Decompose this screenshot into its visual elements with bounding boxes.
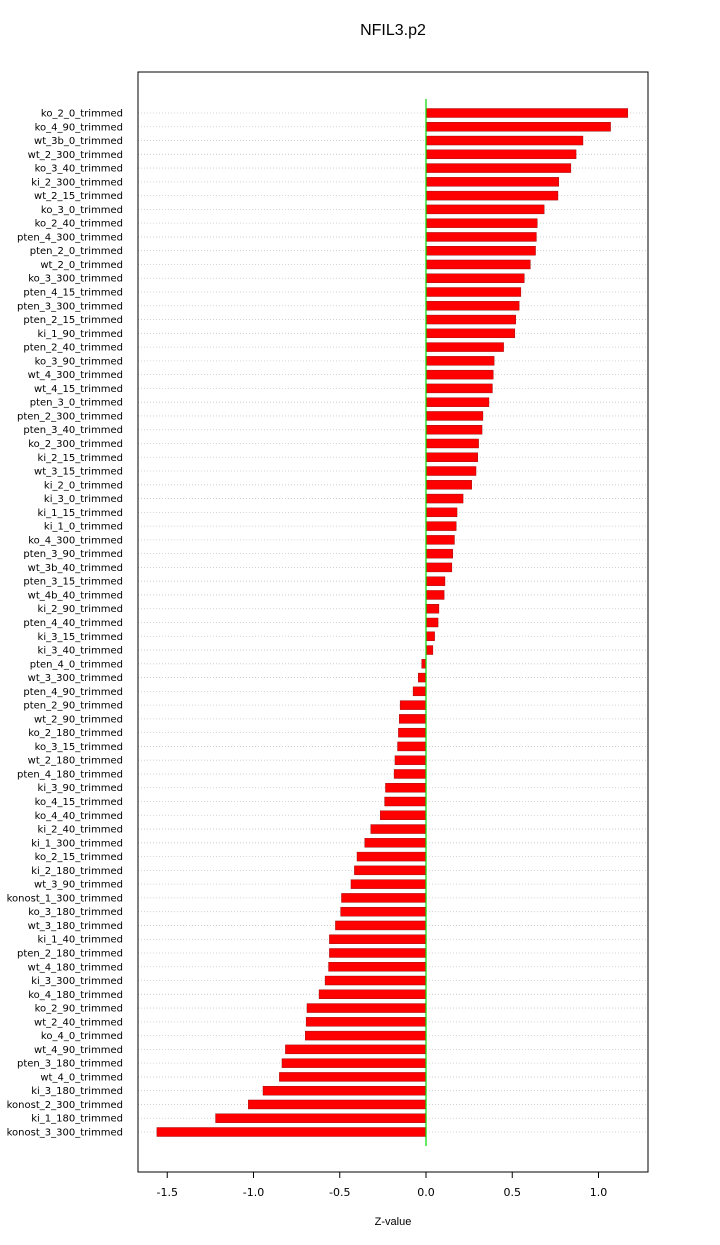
category-label: wt_3_90_trimmed (34, 879, 123, 891)
category-label: ko_3_0_trimmed (40, 204, 123, 216)
category-label: ko_3_15_trimmed (34, 741, 123, 753)
bar-ki_3_90_trimmed (385, 783, 426, 792)
category-label: wt_4b_40_trimmed (27, 590, 123, 602)
bar-ki_2_180_trimmed (354, 866, 426, 875)
category-label: ki_2_300_trimmed (31, 177, 123, 189)
bar-ki_2_40_trimmed (371, 825, 426, 834)
x-tick-label: -1.5 (156, 1186, 178, 1199)
category-label: ko_4_0_trimmed (40, 1031, 123, 1043)
category-label: pten_3_40_trimmed (23, 425, 123, 437)
category-label: ki_2_40_trimmed (37, 824, 123, 836)
bar-wt_2_180_trimmed (395, 756, 426, 765)
category-label: ki_2_0_trimmed (43, 480, 123, 492)
bar-wt_2_40_trimmed (306, 1017, 426, 1026)
x-tick-label: -1.0 (242, 1186, 265, 1199)
category-label: pten_4_180_trimmed (16, 769, 123, 781)
bar-ko_4_40_trimmed (380, 811, 426, 820)
bar-pten_2_300_trimmed (426, 411, 483, 420)
bar-ki_2_90_trimmed (426, 604, 439, 613)
bar-ko_4_90_trimmed (426, 122, 611, 131)
category-label: ko_4_300_trimmed (28, 535, 123, 547)
category-label: pten_3_90_trimmed (23, 549, 123, 561)
category-label: wt_2_0_trimmed (40, 259, 123, 271)
category-label: ko_3_180_trimmed (28, 907, 123, 919)
bar-ko_2_90_trimmed (307, 1004, 426, 1013)
category-label: wt_4_180_trimmed (27, 962, 123, 974)
bar-wt_4_0_trimmed (279, 1072, 426, 1081)
category-label: pten_4_0_trimmed (29, 659, 123, 671)
category-label: ko_3_300_trimmed (28, 273, 123, 285)
bar-pten_4_180_trimmed (394, 769, 426, 778)
bar-pten_2_40_trimmed (426, 343, 504, 352)
category-label: ki_1_40_trimmed (37, 934, 123, 946)
category-label: wt_2_300_trimmed (27, 149, 123, 161)
bar-wt_3_90_trimmed (351, 880, 426, 889)
category-label: pten_4_90_trimmed (23, 686, 123, 698)
bar-ki_1_0_trimmed (426, 522, 456, 531)
category-label: ko_3_40_trimmed (34, 163, 123, 175)
bar-pten_2_90_trimmed (400, 701, 426, 710)
category-label: pten_4_15_trimmed (23, 287, 123, 299)
bar-wt_2_300_trimmed (426, 150, 576, 159)
category-label: ko_2_40_trimmed (34, 218, 123, 230)
bar-ko_2_180_trimmed (398, 728, 426, 737)
category-label: ki_3_90_trimmed (37, 783, 123, 795)
bar-ko_3_40_trimmed (426, 164, 571, 173)
bar-ko_3_15_trimmed (398, 742, 426, 751)
bar-pten_2_15_trimmed (426, 315, 516, 324)
bar-ko_3_0_trimmed (426, 205, 544, 214)
category-label: ki_2_15_trimmed (37, 452, 123, 464)
chart-title: NFIL3.p2 (360, 22, 426, 39)
x-tick-label: 0.5 (503, 1186, 521, 1199)
bar-pten_2_0_trimmed (426, 246, 536, 255)
category-label: pten_2_40_trimmed (23, 342, 123, 354)
category-label: ko_2_180_trimmed (28, 728, 123, 740)
category-label: ki_3_15_trimmed (37, 631, 123, 643)
category-label: ki_1_90_trimmed (37, 328, 123, 340)
category-label: ko_2_15_trimmed (34, 852, 123, 864)
bar-wt_4_15_trimmed (426, 384, 492, 393)
bar-ki_2_0_trimmed (426, 480, 472, 489)
bar-ki_3_0_trimmed (426, 494, 463, 503)
bar-pten_4_0_trimmed (422, 659, 426, 668)
bar-ki_3_40_trimmed (426, 646, 433, 655)
bar-ki_1_300_trimmed (365, 838, 426, 847)
bar-ki_1_180_trimmed (216, 1114, 426, 1123)
bar-ki_3_180_trimmed (263, 1086, 426, 1095)
bar-wt_4_90_trimmed (285, 1045, 426, 1054)
category-label: wt_3_180_trimmed (27, 920, 123, 932)
x-tick-label: -0.5 (329, 1186, 351, 1199)
bar-ki_3_15_trimmed (426, 632, 435, 641)
category-label: wt_4_0_trimmed (40, 1072, 123, 1084)
bar-pten_2_180_trimmed (329, 948, 426, 957)
bar-konost_3_300_trimmed (157, 1128, 426, 1137)
category-label: ko_4_15_trimmed (34, 797, 123, 809)
bar-ki_3_300_trimmed (325, 976, 426, 985)
bar-ki_2_15_trimmed (426, 453, 478, 462)
category-label: pten_2_0_trimmed (29, 246, 123, 258)
bar-pten_4_300_trimmed (426, 232, 536, 241)
category-label: wt_3_15_trimmed (34, 466, 123, 478)
bar-pten_3_90_trimmed (426, 549, 453, 558)
category-label: ki_2_90_trimmed (37, 604, 123, 616)
category-label: konost_2_300_trimmed (6, 1099, 123, 1111)
category-label: wt_2_40_trimmed (34, 1017, 123, 1029)
bar-wt_2_15_trimmed (426, 191, 558, 200)
category-label: ko_2_0_trimmed (40, 108, 123, 120)
category-label: wt_4_300_trimmed (27, 370, 123, 382)
category-label: wt_4_15_trimmed (34, 383, 123, 395)
bar-ko_3_90_trimmed (426, 356, 494, 365)
bar-ko_2_300_trimmed (426, 439, 479, 448)
bar-ki_1_40_trimmed (329, 935, 426, 944)
category-label: wt_2_15_trimmed (34, 191, 123, 203)
category-label: pten_2_180_trimmed (16, 948, 123, 960)
category-label: pten_2_300_trimmed (16, 411, 123, 423)
category-label: ki_3_0_trimmed (43, 494, 123, 506)
bar-pten_4_40_trimmed (426, 618, 438, 627)
category-label: ki_3_300_trimmed (31, 976, 123, 988)
bar-wt_3b_0_trimmed (426, 136, 583, 145)
category-label-layer (7, 109, 123, 1139)
bar-wt_3_180_trimmed (335, 921, 426, 930)
bar-ki_1_90_trimmed (426, 329, 515, 338)
bar-ko_3_300_trimmed (426, 274, 524, 283)
bar-ko_2_40_trimmed (426, 219, 537, 228)
bar-wt_3_300_trimmed (418, 673, 426, 682)
category-label: pten_3_15_trimmed (23, 576, 123, 588)
category-label: pten_2_15_trimmed (23, 315, 123, 327)
bar-wt_2_0_trimmed (426, 260, 530, 269)
category-label: konost_1_300_trimmed (6, 893, 123, 905)
bar-ko_4_15_trimmed (385, 797, 426, 806)
bar-pten_3_180_trimmed (282, 1059, 426, 1068)
bar-pten_3_300_trimmed (426, 301, 519, 310)
category-label: ki_1_300_trimmed (31, 838, 123, 850)
category-label: wt_2_90_trimmed (34, 714, 123, 726)
category-label: ko_3_90_trimmed (34, 356, 123, 368)
bar-pten_3_40_trimmed (426, 425, 482, 434)
category-label: ki_1_15_trimmed (37, 507, 123, 519)
category-label: ki_2_180_trimmed (31, 865, 123, 877)
category-label: ki_3_40_trimmed (37, 645, 123, 657)
bar-ko_2_15_trimmed (357, 852, 426, 861)
category-label: wt_3b_40_trimmed (27, 562, 123, 574)
category-label: pten_3_180_trimmed (16, 1058, 123, 1070)
bar-ki_2_300_trimmed (426, 177, 559, 186)
x-tick-label: 1.0 (589, 1186, 608, 1199)
bar-ko_4_300_trimmed (426, 535, 454, 544)
category-label: pten_2_90_trimmed (23, 700, 123, 712)
bar-wt_3b_40_trimmed (426, 563, 452, 572)
bar-konost_2_300_trimmed (248, 1100, 426, 1109)
category-label: wt_2_180_trimmed (27, 755, 123, 767)
x-tick-label: 0.0 (417, 1186, 435, 1199)
bar-konost_1_300_trimmed (341, 893, 426, 902)
category-label: konost_3_300_trimmed (6, 1127, 123, 1139)
bar-pten_4_90_trimmed (413, 687, 426, 696)
bar-ko_3_180_trimmed (341, 907, 426, 916)
category-label: ki_1_0_trimmed (43, 521, 123, 533)
bar-layer (157, 99, 628, 1146)
bar-ko_4_180_trimmed (319, 990, 426, 999)
bar-wt_2_90_trimmed (399, 714, 426, 723)
category-label: wt_4_90_trimmed (34, 1044, 123, 1056)
category-label: wt_3_300_trimmed (27, 673, 123, 685)
bar-ko_2_0_trimmed (426, 109, 628, 118)
bar-wt_4_300_trimmed (426, 370, 493, 379)
category-label: ko_4_40_trimmed (34, 810, 123, 822)
category-label: wt_3b_0_trimmed (34, 136, 123, 148)
category-label: pten_3_0_trimmed (29, 397, 123, 409)
category-label: ki_3_180_trimmed (31, 1086, 123, 1098)
bar-wt_3_15_trimmed (426, 467, 476, 476)
x-axis-label: Z-value (374, 1216, 412, 1228)
bar-pten_4_15_trimmed (426, 288, 521, 297)
bar-wt_4b_40_trimmed (426, 590, 444, 599)
bar-ki_1_15_trimmed (426, 508, 457, 517)
bar-pten_3_15_trimmed (426, 577, 445, 586)
category-label: ko_4_90_trimmed (34, 122, 123, 134)
category-label: pten_3_300_trimmed (16, 301, 123, 313)
category-label: pten_4_40_trimmed (23, 618, 123, 629)
bar-pten_3_0_trimmed (426, 398, 489, 407)
bar-ko_4_0_trimmed (305, 1031, 426, 1040)
category-label: ko_2_300_trimmed (28, 438, 123, 450)
category-label: ko_4_180_trimmed (28, 989, 123, 1001)
category-label: pten_4_300_trimmed (16, 232, 123, 244)
x-axis (157, 1172, 608, 1199)
category-label: ko_2_90_trimmed (34, 1003, 123, 1015)
bar-wt_4_180_trimmed (329, 962, 426, 971)
category-label: ki_1_180_trimmed (31, 1113, 123, 1125)
